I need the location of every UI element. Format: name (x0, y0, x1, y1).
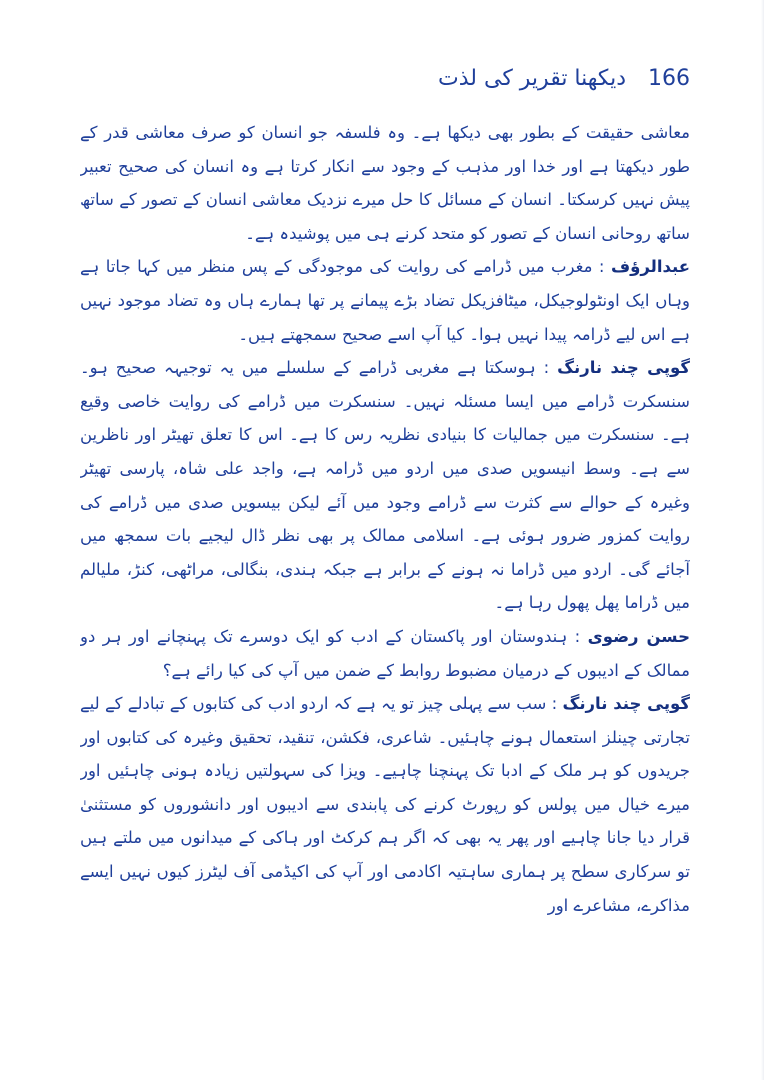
speaker-name: حسن رضوی (587, 626, 690, 646)
running-title: دیکھنا تقریر کی لذت (438, 65, 626, 91)
page-header (60, 58, 690, 98)
paragraph-text: : سب سے پہلی چیز تو یہ ہے کہ اردو ادب کی کتابوں کے تبادلے کے لیے تجارتی چینلز استعمال ہونے چاہئیں۔ شاعری، فکشن، تنقید، تحقیق وغیرہ کی کتابوں اور جریدوں کو ہر ملک کے ادبا تک پہنچنا چاہیے۔ ویزا کی سہولتیں زیادہ ہونی چاہئیں اور میرے خیال میں پولس کو رپورٹ کرنے کی پابندی سے ادیبوں اور دانشوروں کو مستثنیٰ قرار دیا جانا چاہیے اور پھر یہ بھی کہ اگر ہم کرکٹ اور ہاکی کے میدانوں میں ملتے ہیں تو سرکاری سطح پر ہماری ساہتیہ اکادمی اور آپ کی اکیڈمی آف لیٹرز کیوں نہیں ایسے مذاکرے، مشاعرے اور (80, 694, 690, 915)
speaker-name: عبدالرؤف (610, 257, 690, 277)
speaker-name: گوپی چند نارنگ (562, 694, 690, 714)
speaker-name: گوپی چند نارنگ (557, 358, 690, 378)
paragraph-text: معاشی حقیقت کے بطور بھی دیکھا ہے۔ وہ فلسفہ جو انسان کو صرف معاشی قدر کے طور دیکھتا ہے اور خدا اور مذہب کے وجود سے انکار کرتا ہے وہ انسان کی صحیح تعبیر پیش نہیں کرسکتا۔ انسان کے مسائل کا حل میرے نزدیک معاشی انسان کے تصور کے ساتھ ساتھ روحانی انسان کے تصور کو متحد کرنے ہی میں پوشیدہ ہے۔ (80, 123, 690, 243)
paragraph-3 (80, 351, 690, 620)
paragraph-2 (80, 250, 690, 351)
paragraph-text: : مغرب میں ڈرامے کی روایت کی موجودگی کے پس منظر میں کہا جاتا ہے وہاں ایک اونٹولوجیکل، میٹافزیکل تضاد بڑے پیمانے پر تھا ہمارے ہاں وہ تضاد موجود نہیں ہے اس لیے ڈرامہ پیدا نہیں ہوا۔ کیا آپ اسے صحیح سمجھتے ہیں۔ (80, 257, 690, 344)
paragraph-4 (80, 620, 690, 687)
page-number: 166 (648, 65, 690, 91)
paragraph-text: : ہوسکتا ہے مغربی ڈرامے کے سلسلے میں یہ توجیہہ صحیح ہو۔ سنسکرت ڈرامے میں ایسا مسئلہ نہیں۔ سنسکرت میں ڈرامے کی روایت خاصی وقیع ہے۔ سنسکرت میں جمالیات کا بنیادی نظریہ رس کا ہے۔ اس کا تعلق تھیٹر اور ناظرین سے ہے۔ وسط انیسویں صدی میں اردو میں ڈرامہ ہے، واجد علی شاہ، پارسی تھیٹر وغیرہ کے حوالے سے کثرت سے ڈرامے وجود میں آئے لیکن بیسویں صدی میں ڈرامے کی روایت کمزور ضرور ہوئی ہے۔ اسلامی ممالک پر بھی نظر ڈال لیجیے بات سمجھ میں آجائے گی۔ اردو میں ڈراما نہ ہونے کے برابر ہے جبکہ ہندی، بنگالی، مراٹھی، کنڑ، ملیالم میں ڈراما پھل پھول رہا ہے۔ (80, 358, 690, 613)
paragraph-5 (80, 687, 690, 922)
paragraph-1 (80, 116, 690, 250)
page-body (80, 116, 690, 1046)
paragraph-text: : ہندوستان اور پاکستان کے ادب کو ایک دوسرے تک پہنچانے اور ہر دو ممالک کے ادیبوں کے درمیان مضبوط روابط کے ضمن میں آپ کی کیا رائے ہے؟ (80, 626, 690, 680)
